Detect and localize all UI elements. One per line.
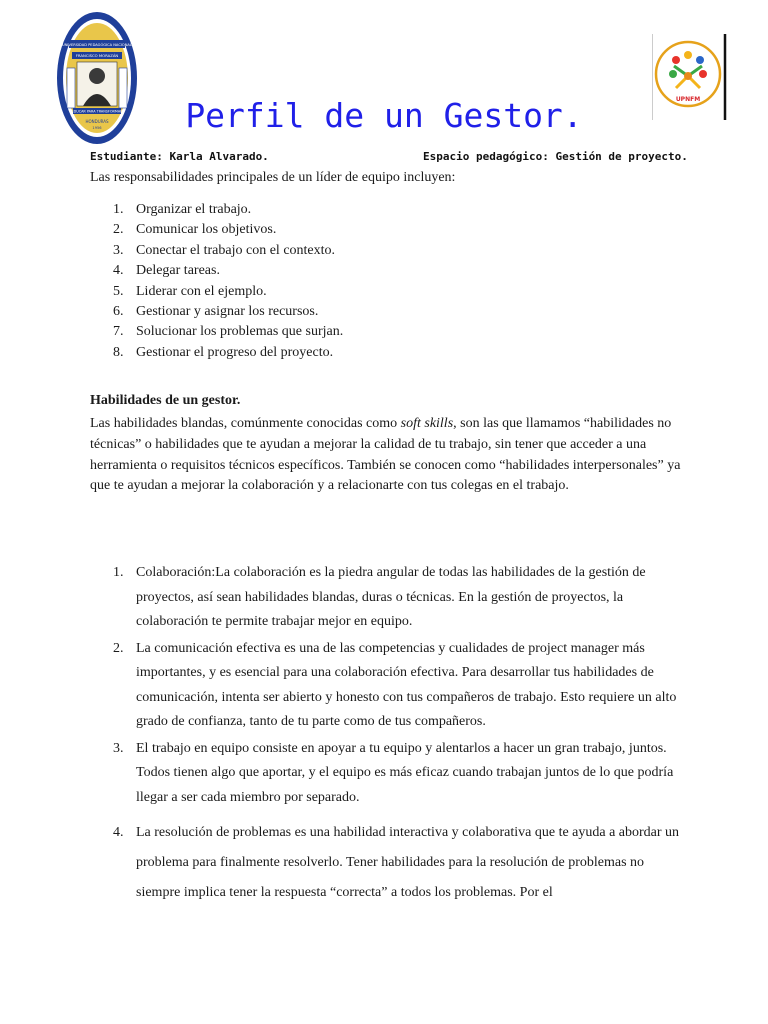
responsibilities-list — [113, 200, 343, 363]
list-item-text: El trabajo en equipo consiste en apoyar a tu equipo y alentarlos a hacer un gran trabajo, juntos. Todos tienen algo que aportar, y el equipo es más eficaz cuando trabajan juntos de lo que podría llegar a ser cada miembro por separado. — [136, 740, 674, 805]
list-item-text: Gestionar el progreso del proyecto. — [136, 344, 334, 360]
paragraph-text: , son las que llamamos “habilidades no técnicas” o habilidades que te ayudan a mejorar la calidad de tu trabajo, sin tener que acceder a una herramienta o requisitos técnicos específicos. También se conocen como “habilidades interpersonales” ya que te ayudan a mejorar la colaboración y a relacionarte con tus colegas en el trabajo. — [90, 416, 681, 494]
list-item — [113, 200, 343, 220]
list-number: 3. — [113, 242, 124, 258]
list-item-text: La resolución de problemas es una habilidad interactiva y colaborativa que te ayuda a abordar un problema para finalmente resolverlo. Tener habilidades para la resolución de problemas no siempre implica tener la respuesta “correcta” a todos los problemas. Por el — [136, 825, 680, 900]
paragraph-text: Las habilidades blandas, comúnmente conocidas como — [90, 416, 401, 431]
list-number: 5. — [113, 283, 124, 299]
list-item — [113, 220, 343, 240]
list-number: 4. — [113, 263, 124, 279]
list-item-text: La comunicación efectiva es una de las competencias y cualidades de project manager más importantes, y es esencial para una colaboración efectiva. Para desarrollar tus habilidades de comunicación, intenta ser abierto y honesto con tus compañeros de trabajo. Esto requiere un alto grado de confianza, tanto de tu parte como de tus compañeros. — [136, 640, 677, 729]
list-number: 6. — [113, 303, 124, 319]
list-number: 4. — [113, 825, 124, 840]
list-item-text: Organizar el trabajo. — [136, 202, 252, 217]
student-name: Estudiante: Karla Alvarado. — [90, 150, 269, 163]
list-number: 2. — [113, 222, 124, 238]
list-item — [113, 241, 343, 261]
seal-year-text: 1956 — [92, 126, 102, 130]
list-item-text: Colaboración:La colaboración es la piedra angular de todas las habilidades de la gestión de proyectos, así sean habilidades blandas, duras o técnicas. En la gestión de proyectos, la colaboración te permite trabajar mejor en equipo. — [136, 565, 646, 629]
list-item — [113, 818, 688, 908]
seal-motto-text: EDUCAR PARA TRANSFORMAR — [71, 109, 123, 114]
list-number: 1. — [113, 565, 124, 580]
list-item — [113, 322, 343, 342]
skills-list — [113, 561, 688, 908]
seal-city-text: HONDURAS — [85, 119, 109, 124]
list-item-text: Conectar el trabajo con el contexto. — [136, 242, 336, 258]
seal-top-text: UNIVERSIDAD PEDAGÓGICA NACIONAL — [62, 43, 132, 47]
list-item-text: Solucionar los problemas que surjan. — [136, 324, 344, 340]
pedagogical-space: Espacio pedagógico: Gestión de proyecto. — [423, 150, 688, 163]
list-number: 7. — [113, 324, 124, 340]
soft-skills-term: soft skills — [400, 416, 454, 431]
page-title: Perfil de un Gestor. — [185, 96, 583, 135]
list-item-text: Gestionar y asignar los recursos. — [136, 303, 319, 319]
list-item — [113, 302, 343, 322]
list-number: 3. — [113, 740, 124, 756]
list-item — [113, 282, 343, 302]
list-item — [113, 737, 688, 811]
list-number: 8. — [113, 344, 124, 360]
list-number: 2. — [113, 640, 124, 656]
skills-heading: Habilidades de un gestor. — [90, 393, 241, 408]
list-item — [113, 343, 343, 363]
upnfm-logo-text: UPNFM — [675, 96, 701, 103]
seal-name-text: FRANCISCO MORAZÁN — [75, 53, 119, 58]
list-item — [113, 561, 688, 635]
intro-text: Las responsabilidades principales de un líder de equipo incluyen: — [90, 170, 456, 185]
list-item — [113, 637, 688, 735]
list-number: 1. — [113, 202, 124, 217]
list-item-text: Liderar con el ejemplo. — [136, 283, 267, 299]
list-item-text: Comunicar los objetivos. — [136, 222, 277, 238]
list-item — [113, 261, 343, 281]
skills-paragraph — [90, 414, 690, 497]
list-item-text: Delegar tareas. — [136, 263, 220, 279]
